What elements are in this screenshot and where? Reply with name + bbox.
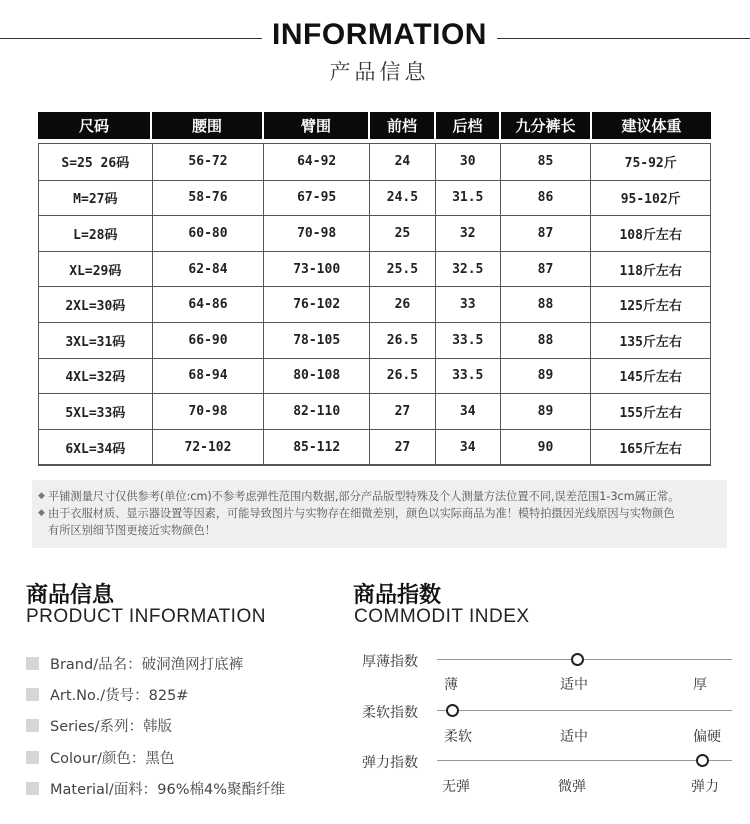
cell-back-rise: 33.5 — [436, 323, 501, 358]
thickness-option-high: 厚 — [693, 677, 707, 693]
cell-length: 90 — [501, 430, 592, 465]
thickness-option-mid: 适中 — [560, 677, 588, 693]
cell-front-rise: 25.5 — [370, 252, 436, 287]
cell-weight: 165斤左右 — [619, 441, 682, 457]
product-info-text: Art.No./货号：825# — [50, 688, 189, 705]
softness-index-marker — [446, 704, 459, 717]
table-row — [39, 144, 710, 180]
cell-length: 89 — [501, 359, 592, 394]
measurement-notes — [32, 480, 727, 548]
cell-waist: 68-94 — [153, 359, 265, 394]
square-bullet-icon — [26, 688, 39, 701]
cell-back-rise: 32 — [436, 216, 501, 251]
cell-length: 85 — [501, 144, 592, 180]
cell-back-rise: 34 — [436, 394, 501, 429]
cell-hip: 67-95 — [264, 181, 370, 216]
cell-length: 89 — [501, 394, 592, 429]
product-info-text: Material/面料：96%棉4%聚酯纤维 — [50, 781, 286, 798]
cell-back-rise: 31.5 — [436, 181, 501, 216]
cell-weight: 145斤左右 — [619, 370, 682, 386]
note-item — [38, 488, 721, 505]
cell-length: 88 — [501, 287, 592, 322]
softness-option-mid: 适中 — [560, 729, 588, 745]
cell-waist: 60-80 — [153, 216, 265, 251]
thickness-option-low: 薄 — [444, 677, 458, 693]
cell-back-rise: 33 — [436, 287, 501, 322]
product-info-item — [26, 773, 346, 804]
cell-length: 87 — [501, 216, 592, 251]
cell-weight: 75-92斤 — [624, 156, 677, 172]
elasticity-option-high: 弹力 — [691, 779, 719, 795]
cell-back-rise: 30 — [436, 144, 501, 180]
note-item — [38, 505, 721, 522]
cell-hip: 78-105 — [264, 323, 370, 358]
cell-hip: 76-102 — [264, 287, 370, 322]
square-bullet-icon — [26, 719, 39, 732]
softness-option-low: 柔软 — [444, 729, 472, 745]
elasticity-index-marker — [696, 754, 709, 767]
square-bullet-icon — [26, 751, 39, 764]
table-row — [39, 215, 710, 251]
cell-front-rise: 26.5 — [370, 323, 436, 358]
cell-waist: 70-98 — [153, 394, 265, 429]
cell-weight: 155斤左右 — [619, 405, 682, 421]
diamond-bullet-icon: ◆ — [38, 491, 45, 501]
cell-hip: 73-100 — [264, 252, 370, 287]
product-info-item — [26, 742, 346, 773]
table-row — [39, 393, 710, 429]
elasticity-index-track — [437, 760, 732, 761]
cell-weight: 118斤左右 — [619, 263, 682, 279]
note-text: 有所区别细节图更接近实物颜色！ — [48, 524, 216, 537]
cell-back-rise: 32.5 — [436, 252, 501, 287]
table-row — [39, 429, 710, 465]
product-info-subtitle: PRODUCT INFORMATION — [26, 606, 266, 627]
note-item — [38, 522, 721, 539]
cell-weight: 135斤左右 — [619, 334, 682, 350]
size-table-body — [38, 143, 711, 466]
cell-size: 3XL=31码 — [39, 323, 153, 358]
diamond-bullet-icon: ◆ — [38, 508, 45, 518]
cell-size: M=27码 — [39, 181, 153, 216]
cell-waist: 58-76 — [153, 181, 265, 216]
page-title: INFORMATION — [272, 18, 487, 51]
size-table — [38, 112, 711, 466]
cell-front-rise: 24 — [370, 144, 436, 180]
cell-hip: 82-110 — [264, 394, 370, 429]
cell-front-rise: 27 — [370, 430, 436, 465]
elasticity-index-label: 弹力指数 — [362, 755, 418, 771]
product-info-item — [26, 648, 346, 679]
table-row — [39, 286, 710, 322]
cell-front-rise: 25 — [370, 216, 436, 251]
softness-index-label: 柔软指数 — [362, 705, 418, 721]
commodity-index-subtitle: COMMODIT INDEX — [354, 606, 530, 627]
cell-waist: 64-86 — [153, 287, 265, 322]
cell-waist: 62-84 — [153, 252, 265, 287]
size-table-header — [38, 112, 711, 139]
cell-weight: 95-102斤 — [620, 192, 681, 208]
cell-size: S=25 26码 — [39, 144, 153, 180]
cell-hip: 70-98 — [264, 216, 370, 251]
column-header-length: 九分裤长 — [501, 112, 592, 139]
note-text: 由于衣服材质、显示器设置等因素，可能导致图片与实物存在细微差别，颜色以实际商品为准！模特拍摄因光线原因与实物颜色 — [48, 507, 675, 520]
product-info-title: 商品信息 — [26, 583, 115, 608]
column-header-back-rise: 后档 — [436, 112, 501, 139]
cell-back-rise: 34 — [436, 430, 501, 465]
cell-front-rise: 26.5 — [370, 359, 436, 394]
column-header-waist: 腰围 — [152, 112, 264, 139]
note-text: 平铺测量尺寸仅供参考(单位:cm)不参考虑弹性范围内数据,部分产品版型特殊及个人测量方法位置不同,误差范围1-3cm属正常。 — [48, 490, 680, 503]
product-info-item — [26, 710, 346, 741]
commodity-index-title: 商品指数 — [353, 583, 442, 608]
cell-length: 86 — [501, 181, 592, 216]
cell-size: 5XL=33码 — [39, 394, 153, 429]
cell-back-rise: 33.5 — [436, 359, 501, 394]
header-divider-left — [0, 38, 262, 39]
column-header-front-rise: 前档 — [370, 112, 436, 139]
cell-front-rise: 24.5 — [370, 181, 436, 216]
cell-size: 2XL=30码 — [39, 287, 153, 322]
cell-weight: 125斤左右 — [619, 299, 682, 315]
cell-waist: 66-90 — [153, 323, 265, 358]
product-info-text: Brand/品名：破洞渔网打底裤 — [50, 657, 244, 674]
cell-size: 6XL=34码 — [39, 430, 153, 465]
softness-option-high: 偏硬 — [693, 729, 721, 745]
cell-weight: 108斤左右 — [619, 227, 682, 243]
product-info-text: Series/系列：韩版 — [50, 719, 172, 736]
cell-size: 4XL=32码 — [39, 359, 153, 394]
page-subtitle: 产品信息 — [329, 60, 430, 84]
column-header-weight: 建议体重 — [592, 112, 711, 139]
square-bullet-icon — [26, 657, 39, 670]
elasticity-option-low: 无弹 — [442, 779, 470, 795]
cell-front-rise: 27 — [370, 394, 436, 429]
cell-waist: 56-72 — [153, 144, 265, 180]
product-info-list — [26, 648, 346, 804]
thickness-index-label: 厚薄指数 — [362, 654, 418, 670]
table-row — [39, 358, 710, 394]
product-info-item — [26, 679, 346, 710]
thickness-index-marker — [571, 653, 584, 666]
cell-front-rise: 26 — [370, 287, 436, 322]
table-row — [39, 180, 710, 216]
table-row — [39, 251, 710, 287]
column-header-hip: 臂围 — [264, 112, 370, 139]
softness-index-track — [437, 710, 732, 711]
cell-length: 87 — [501, 252, 592, 287]
column-header-size: 尺码 — [38, 112, 152, 139]
cell-hip: 85-112 — [264, 430, 370, 465]
cell-size: L=28码 — [39, 216, 153, 251]
thickness-index-track — [437, 659, 732, 660]
elasticity-option-mid: 微弹 — [558, 779, 586, 795]
square-bullet-icon — [26, 782, 39, 795]
product-info-text: Colour/颜色：黑色 — [50, 750, 175, 767]
cell-size: XL=29码 — [39, 252, 153, 287]
header-divider-right — [497, 38, 750, 39]
cell-length: 88 — [501, 323, 592, 358]
cell-hip: 80-108 — [264, 359, 370, 394]
cell-hip: 64-92 — [264, 144, 370, 180]
cell-waist: 72-102 — [153, 430, 265, 465]
table-row — [39, 322, 710, 358]
